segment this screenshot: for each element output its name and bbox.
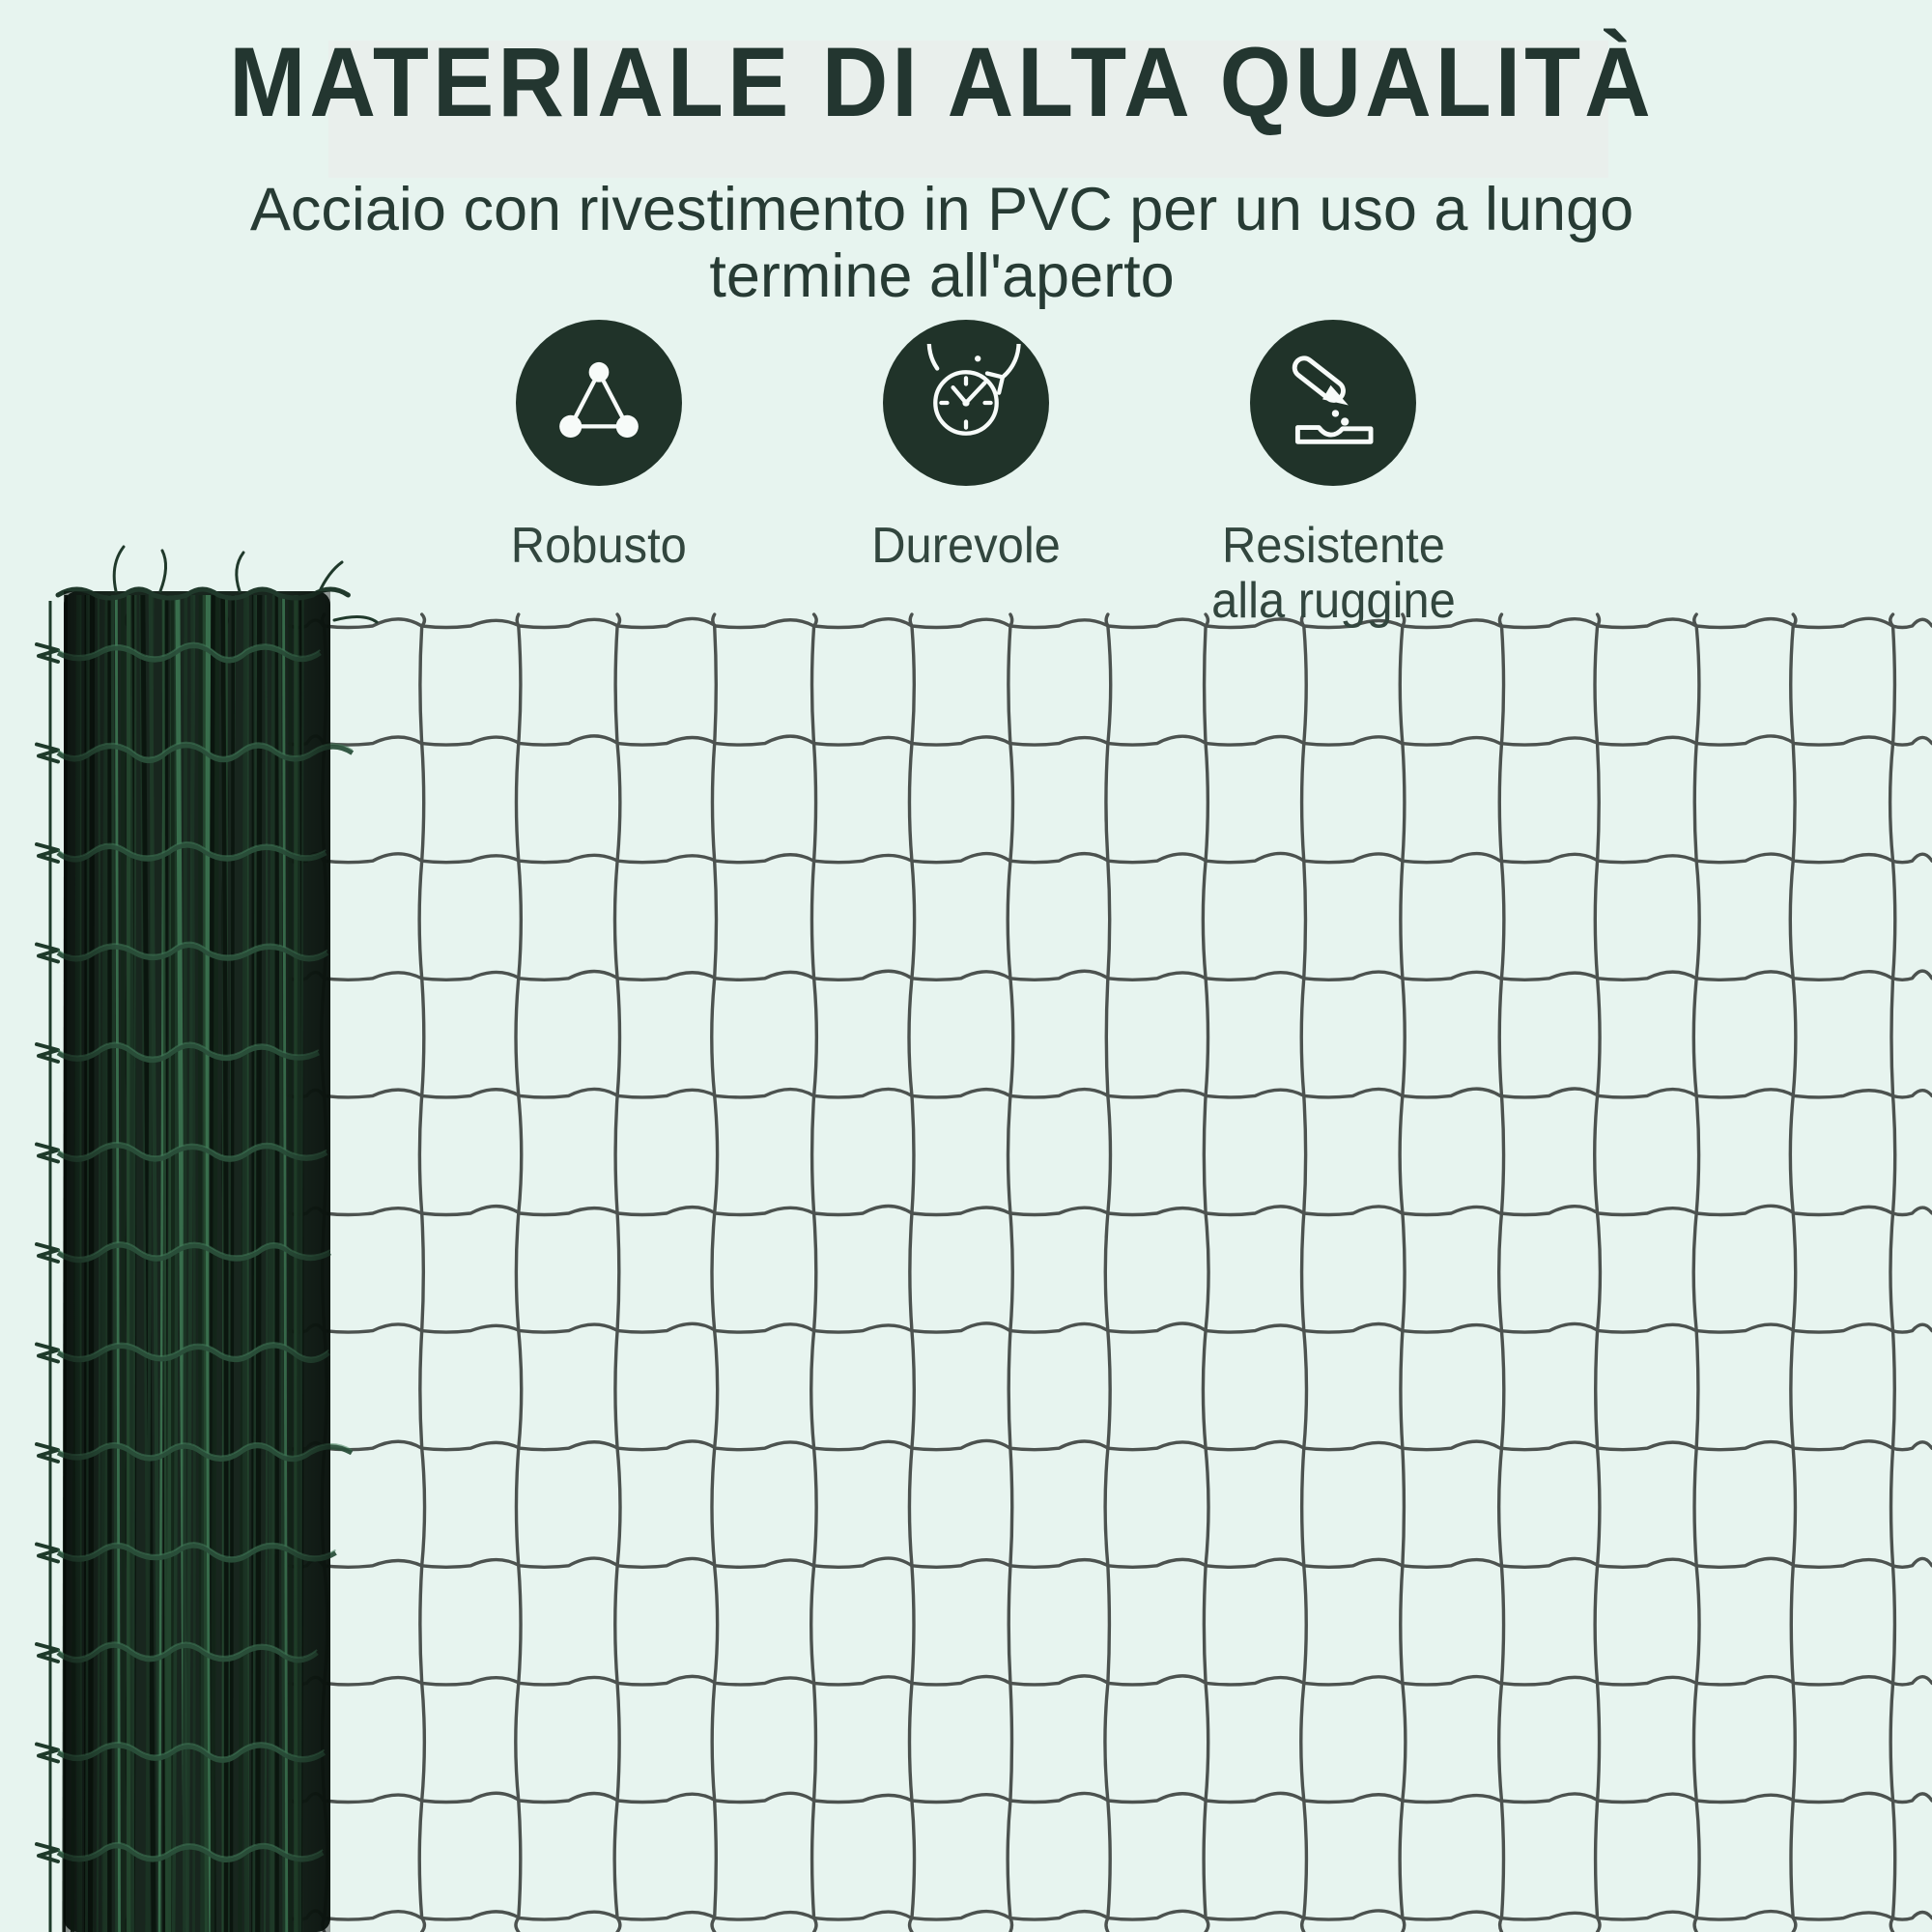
feature-durevole [782, 320, 1150, 629]
subtitle-line1: Acciaio con rivestimento in PVC per un uso a lungo [249, 176, 1634, 243]
subtitle [0, 177, 1884, 310]
rust-resistant-icon [1250, 320, 1416, 486]
feature-label: Durevole [871, 518, 1061, 574]
feature-resistente-ruggine [1150, 320, 1517, 629]
clock-arrows-icon [883, 320, 1049, 486]
page-title: MATERIALE DI ALTA QUALITÀ [229, 28, 1655, 138]
feature-row [415, 320, 1517, 629]
feature-label: Resistente alla ruggine [1210, 518, 1456, 629]
feature-label: Robusto [510, 518, 688, 574]
subtitle-line2: termine all'aperto [709, 242, 1175, 310]
feature-robusto [415, 320, 782, 629]
triangle-nodes-icon [516, 320, 682, 486]
